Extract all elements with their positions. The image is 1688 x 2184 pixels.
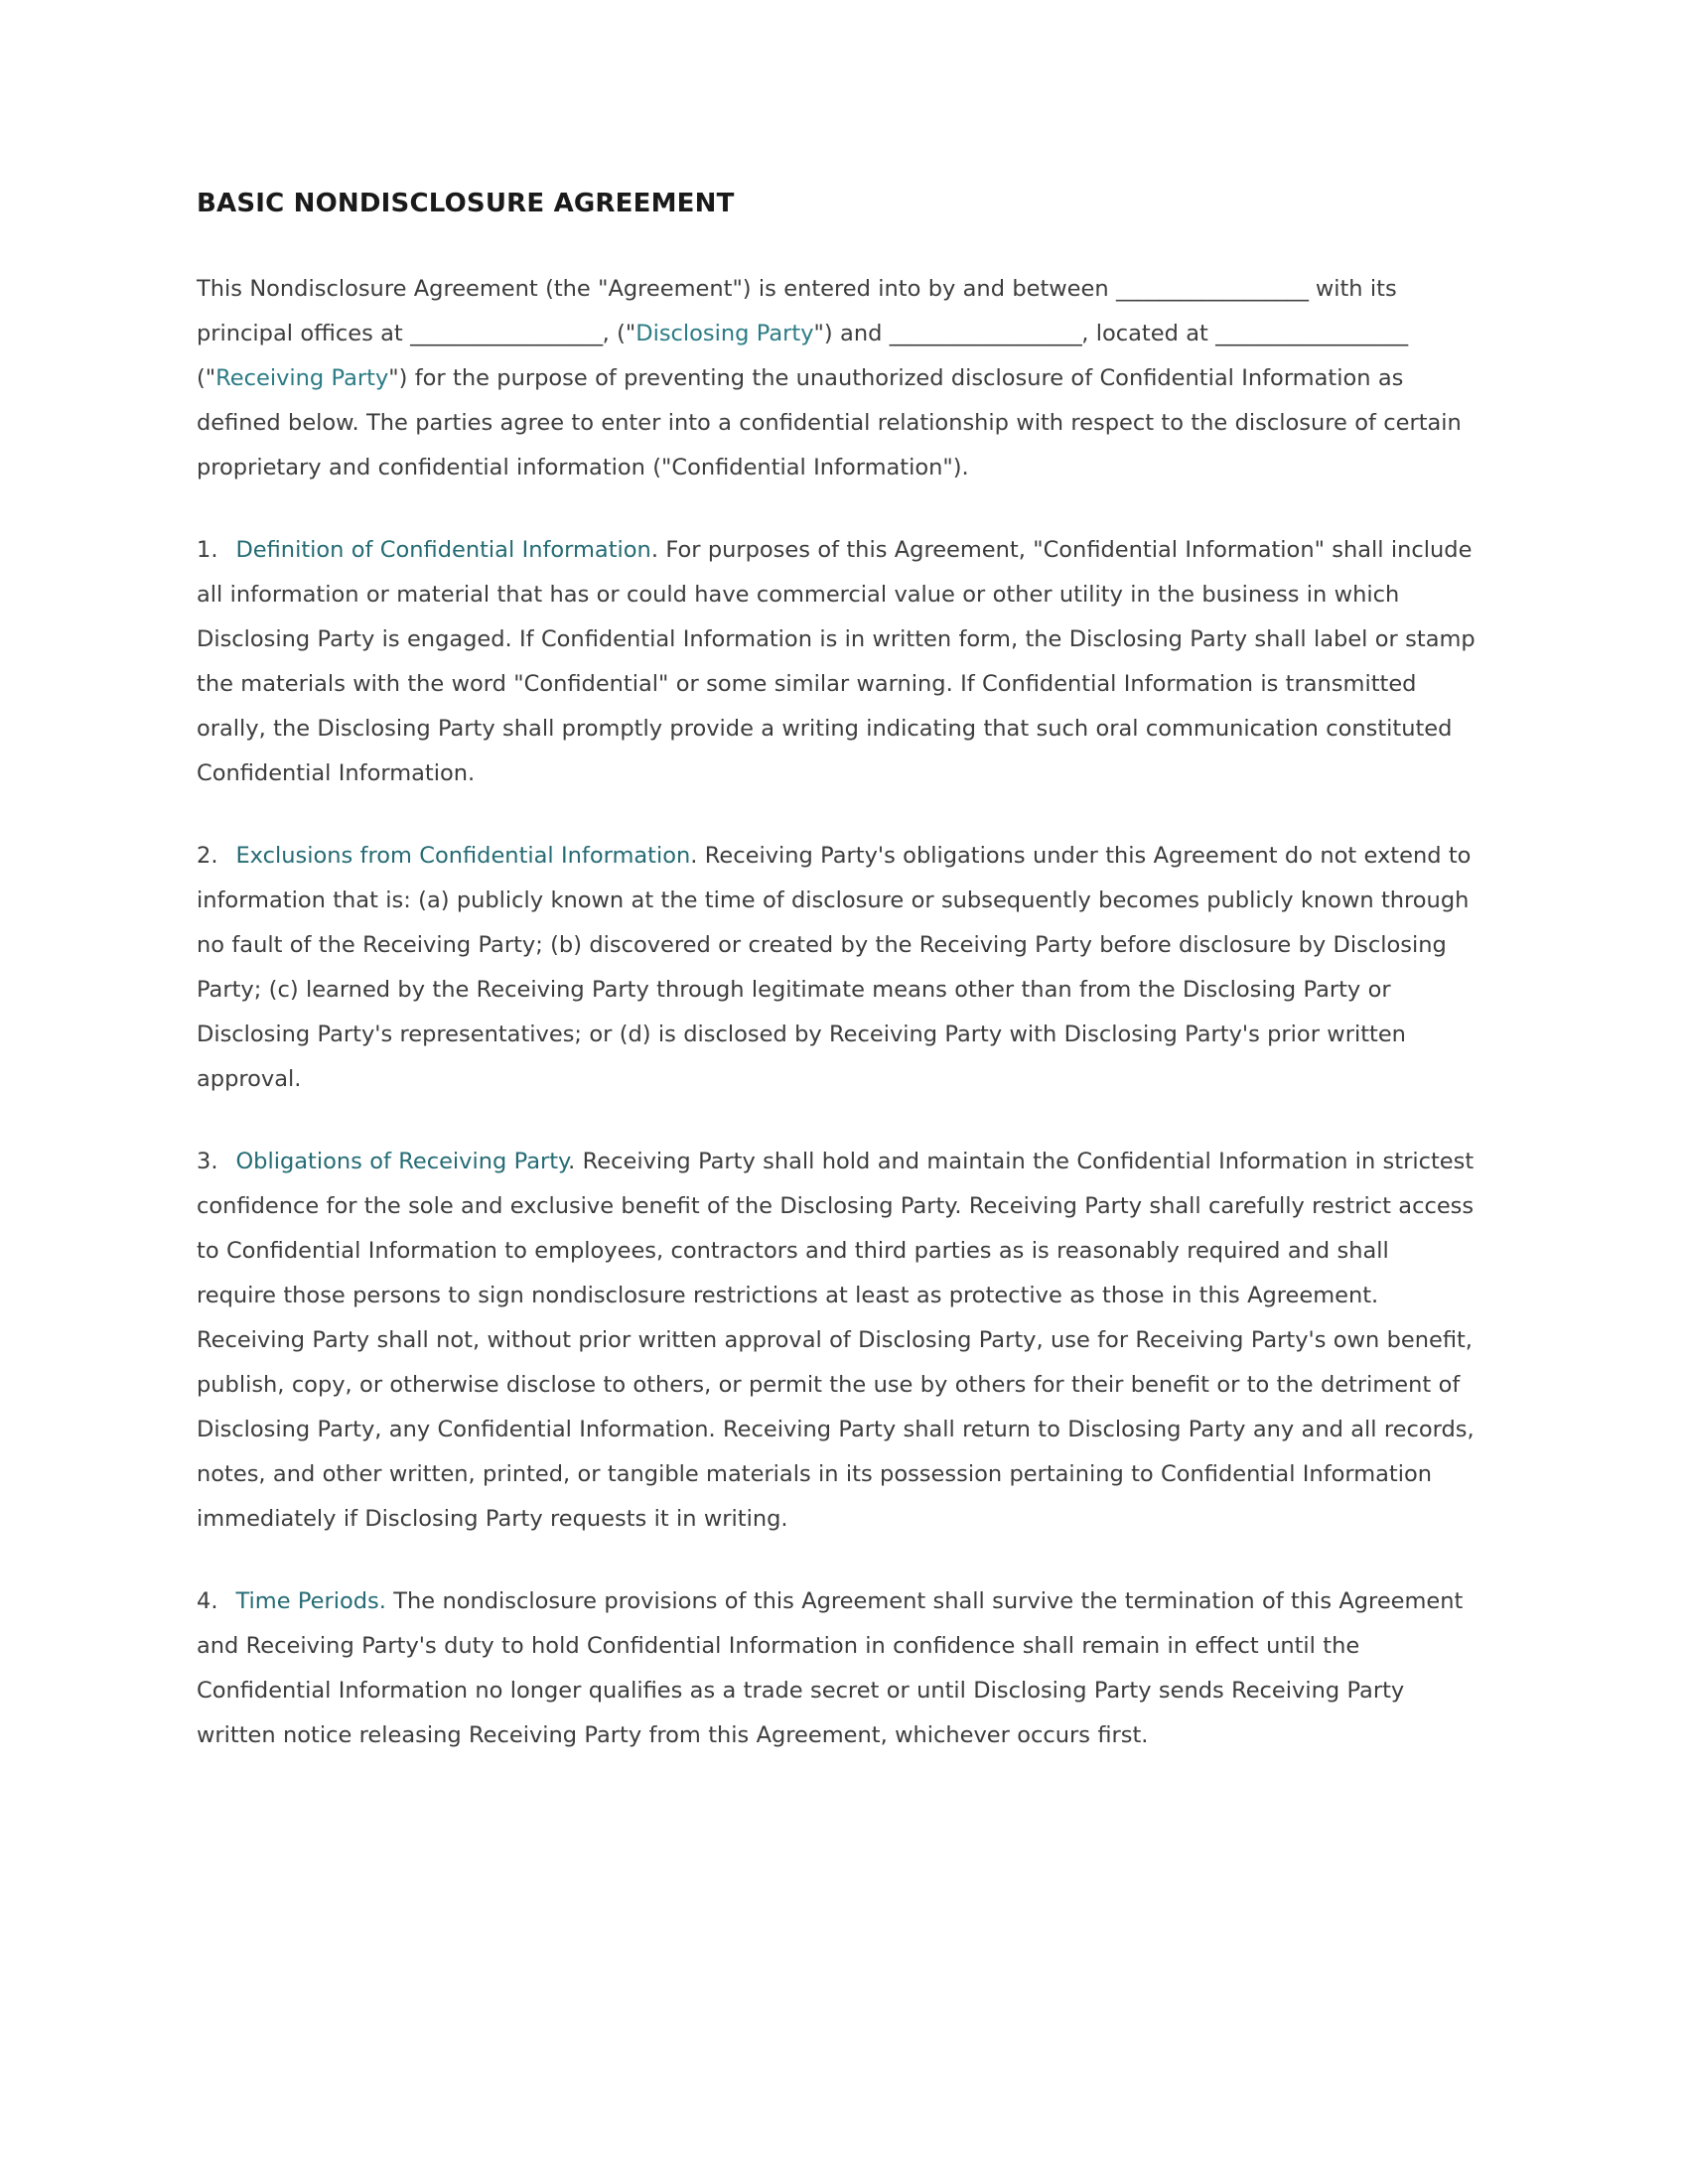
blank-address-one: __________________: [410, 321, 603, 347]
section-4: [197, 1579, 1476, 1758]
intro-text-4: ") and: [813, 321, 890, 347]
section-2: [197, 834, 1476, 1102]
section-1-heading-period: .: [650, 537, 658, 564]
section-3: [197, 1140, 1476, 1542]
section-4-heading: Time Periods.: [235, 1588, 386, 1615]
blank-address-two: __________________: [1215, 321, 1408, 347]
intro-text-6: (": [197, 365, 216, 392]
section-1-heading: Definition of Confidential Information: [235, 537, 651, 564]
section-2-heading: Exclusions from Confidential Information: [235, 843, 691, 870]
intro-text-5: , located at: [1081, 321, 1216, 347]
section-1-body: For purposes of this Agreement, "Confidential Information" shall include all information or material that has or could have commercial value or other utility in the business in which Disclosing Party is engaged. If Confidential Information is in written form, the Disclosing Party shall label or stamp the materials with the word "Confidential" or some similar warning. If Confidential Information is transmitted orally, the Disclosing Party shall promptly provide a writing indicating that such oral communication constituted Confidential Information.: [197, 537, 1476, 787]
title-spacer: [197, 219, 1476, 267]
page-title: BASIC NONDISCLOSURE AGREEMENT: [197, 189, 735, 218]
intro-text-2: with its principal offices at: [197, 276, 1397, 347]
intro-text-3: , (": [602, 321, 636, 347]
section-4-number: 4.: [197, 1588, 218, 1615]
blank-party-two: __________________: [889, 321, 1082, 347]
section-2-number: 2.: [197, 843, 218, 870]
section-2-body: Receiving Party's obligations under this Agreement do not extend to information that is: (a) publicly known at the time of disclosure or subsequently becomes publicly known through no fault of the Receiving Party; (b) discovered or created by the Receiving Party before disclosure by Disclosing Party; (c) learned by the Receiving Party through legitimate means other than from the Disclosing Party or Disclosing Party's representatives; or (d) is disclosed by Receiving Party with Disclosing Party's prior written approval.: [197, 843, 1472, 1093]
intro-text-7: ") for the purpose of preventing the unauthorized disclosure of Confidential Information as defined below. The parties agree to enter into a confidential relationship with respect to the disclosure of certain proprietary and confidential information ("Confidential Information").: [197, 365, 1462, 481]
section-3-heading-period: .: [568, 1149, 576, 1175]
section-3-body: Receiving Party shall hold and maintain the Confidential Information in strictest confidence for the sole and exclusive benefit of the Disclosing Party. Receiving Party shall carefully restrict access to Confidential Information to employees, contractors and third parties as is reasonably required and shall require those persons to sign nondisclosure restrictions at least as protective as those in this Agreement. Receiving Party shall not, without prior written approval of Disclosing Party, use for Receiving Party's own benefit, publish, copy, or otherwise disclose to others, or permit the use by others for their benefit or to the detriment of Disclosing Party, any Confidential Information. Receiving Party shall return to Disclosing Party any and all records, notes, and other written, printed, or tangible materials in its possession pertaining to Confidential Information immediately if Disclosing Party requests it in writing.: [197, 1149, 1475, 1533]
blank-party-one: __________________: [1115, 276, 1309, 303]
document-body: [197, 189, 1476, 1758]
intro-text-1: This Nondisclosure Agreement (the "Agreement") is entered into by and between: [197, 276, 1116, 303]
term-receiving-party: Receiving Party: [215, 365, 389, 392]
section-3-heading: Obligations of Receiving Party: [235, 1149, 569, 1175]
section-1-number: 1.: [197, 537, 218, 564]
section-2-heading-period: .: [690, 843, 698, 870]
section-3-number: 3.: [197, 1149, 218, 1175]
intro-paragraph: [197, 267, 1476, 490]
section-4-body: The nondisclosure provisions of this Agreement shall survive the termination of this Agreement and Receiving Party's duty to hold Confidential Information in confidence shall remain in effect until the Confidential Information no longer qualifies as a trade secret or until Disclosing Party sends Receiving Party written notice releasing Receiving Party from this Agreement, whichever occurs first.: [197, 1588, 1464, 1749]
section-1: [197, 528, 1476, 796]
term-disclosing-party: Disclosing Party: [635, 321, 814, 347]
